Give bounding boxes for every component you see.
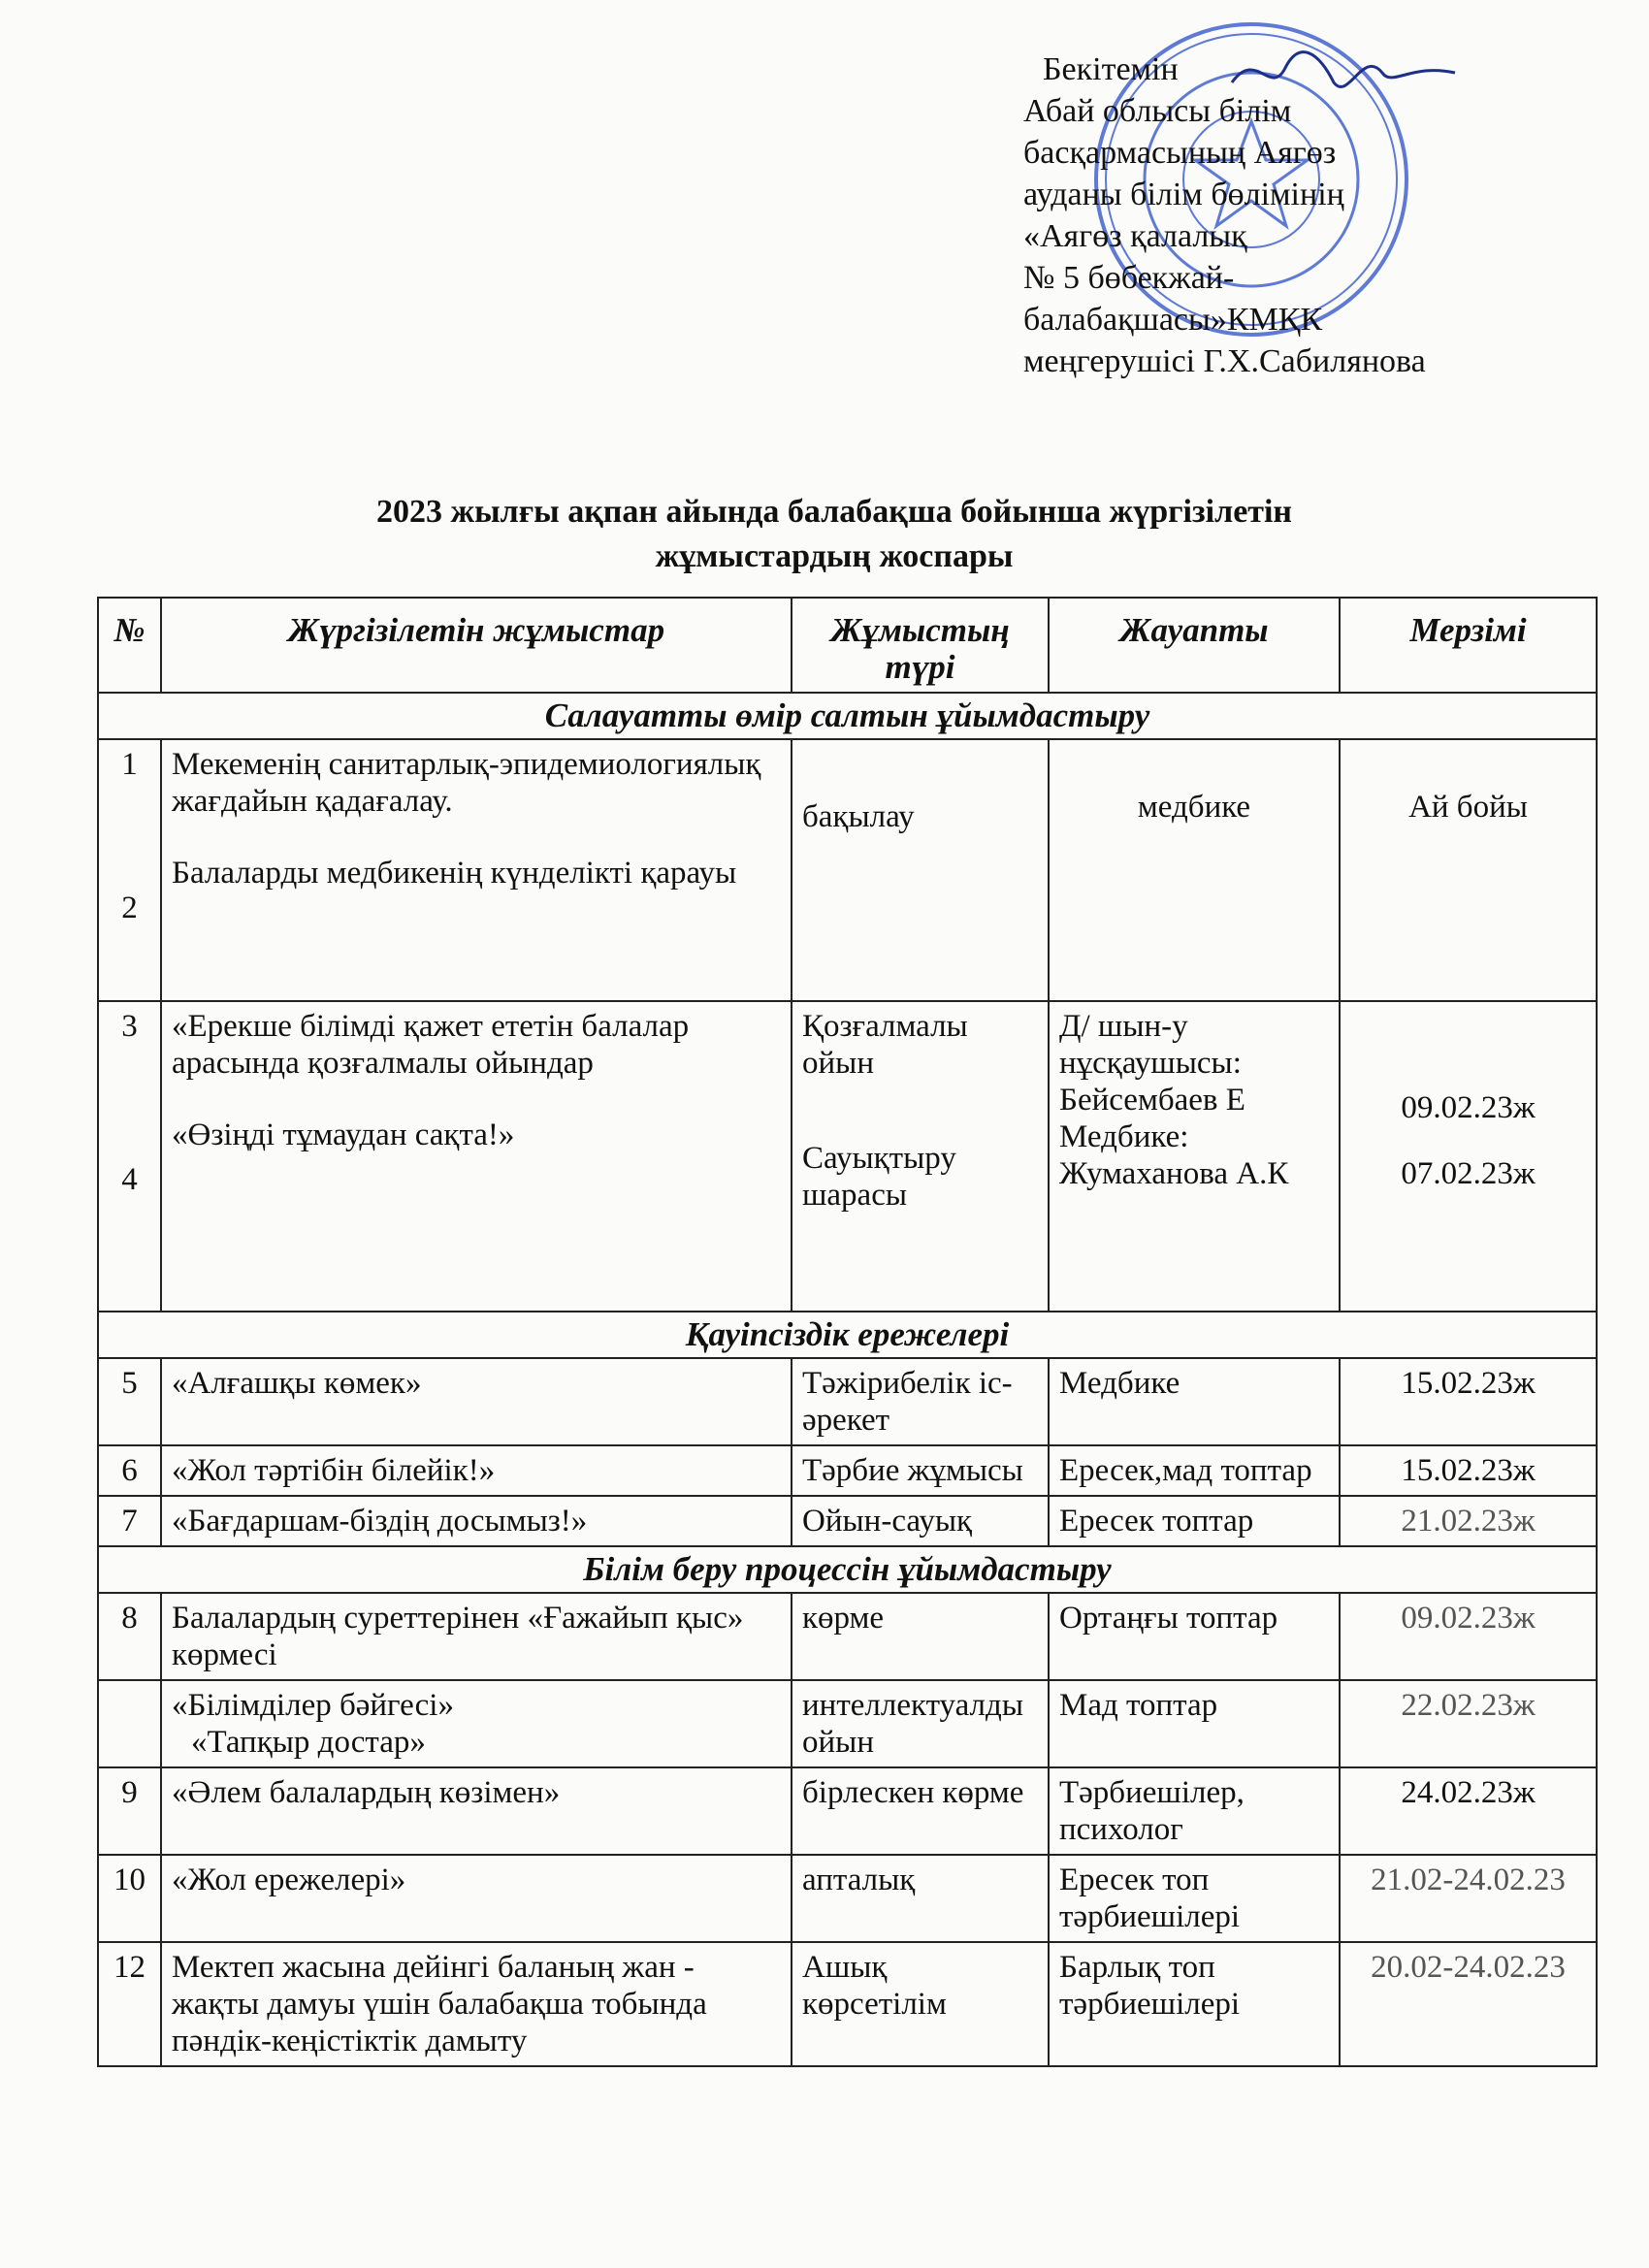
row-deadline: 22.02.23ж — [1340, 1680, 1597, 1767]
spacer — [1350, 1126, 1586, 1155]
row-deadline: 21.02-24.02.23 — [1340, 1855, 1597, 1942]
row-work — [161, 1680, 792, 1767]
responsible-text: Д/ шын-у нұсқаушысы: Бейсембаев Е — [1059, 1009, 1245, 1118]
table-row — [98, 739, 1597, 1001]
spacer — [109, 1045, 150, 1161]
row-num: 6 — [98, 1445, 161, 1496]
row-work: «Жол тәртібін білейік!» — [161, 1445, 792, 1496]
type-text-2: Сауықтыру шарасы — [802, 1141, 956, 1213]
section-education: Білім беру процессін ұйымдастыру — [98, 1546, 1597, 1593]
title-line-1: 2023 жылғы ақпан айында балабақша бойынша жүргізілетін — [375, 494, 1293, 530]
table-row — [98, 1358, 1597, 1445]
deadline-text: Ай бойы — [1408, 790, 1528, 825]
responsible-text: медбике — [1137, 790, 1251, 825]
row-type: Ашық көрсетілім — [792, 1942, 1049, 2066]
spacer — [109, 783, 150, 890]
row-work — [161, 1001, 792, 1312]
row-work: «Алғашқы көмек» — [161, 1358, 792, 1445]
row-num: 9 — [98, 1767, 161, 1855]
row-responsible: Медбике — [1049, 1358, 1340, 1445]
row-deadline — [1340, 1001, 1597, 1312]
row-num: 8 — [98, 1593, 161, 1680]
row-num: 12 — [98, 1942, 161, 2066]
type-text: бақылау — [802, 799, 915, 834]
row-work: Мектеп жасына дейінгі баланың жан - жақты дамуы үшін балабақша тобында пәндік-кеңістіктік дамыту — [161, 1942, 792, 2066]
approval-line: Абай облысы білім — [1023, 93, 1292, 129]
row-type: интеллектуалды ойын — [792, 1680, 1049, 1767]
deadline-text: 09.02.23ж — [1401, 1090, 1536, 1125]
row-work: «Әлем балалардың көзімен» — [161, 1767, 792, 1855]
header-deadline: Мерзімі — [1340, 598, 1597, 693]
row-deadline: 09.02.23ж — [1340, 1593, 1597, 1680]
work-text: Мекеменің санитарлық-эпидемиологиялық жағдайын қадағалау. — [172, 747, 761, 819]
table-row — [98, 1855, 1597, 1942]
row-responsible: Ересек топ тәрбиешілері — [1049, 1855, 1340, 1942]
section-safety: Қауіпсіздік ережелері — [98, 1312, 1597, 1358]
section-row — [98, 693, 1597, 739]
row-type: бірлескен көрме — [792, 1767, 1049, 1855]
num-4: 4 — [121, 1162, 138, 1197]
work-text-2: «Тапқыр достар» — [191, 1725, 426, 1760]
row-type: көрме — [792, 1593, 1049, 1680]
row-responsible: Ересек,мад топтар — [1049, 1445, 1340, 1496]
row-type — [792, 1001, 1049, 1312]
section-row — [98, 1546, 1597, 1593]
row-responsible: Мад топтар — [1049, 1680, 1340, 1767]
approval-line: басқармасының Аягөз — [1023, 135, 1337, 171]
row-type: Тәрбие жұмысы — [792, 1445, 1049, 1496]
responsible-text-2: Медбике: Жумаханова А.К — [1059, 1119, 1289, 1191]
row-deadline — [1340, 739, 1597, 1001]
header-responsible: Жауапты — [1049, 598, 1340, 693]
spacer — [172, 1082, 781, 1117]
num-3: 3 — [121, 1009, 138, 1044]
spacer — [172, 820, 781, 855]
approval-line: ауданы білім бөлімінің — [1023, 177, 1344, 212]
row-num: 5 — [98, 1358, 161, 1445]
row-work: «Бағдаршам-біздің досымыз!» — [161, 1496, 792, 1546]
row-num: 7 — [98, 1496, 161, 1546]
row-deadline: 24.02.23ж — [1340, 1767, 1597, 1855]
table-row — [98, 1680, 1597, 1767]
approval-line: № 5 бөбекжай- — [1023, 260, 1235, 296]
section-row — [98, 1312, 1597, 1358]
type-text: Қозғалмалы ойын — [802, 1009, 968, 1081]
row-responsible — [1049, 739, 1340, 1001]
row-responsible: Ортаңғы топтар — [1049, 1593, 1340, 1680]
approval-line: «Аягөз қалалық — [1023, 218, 1247, 254]
document-title — [97, 490, 1571, 579]
spacer — [802, 1082, 1038, 1140]
row-work — [161, 739, 792, 1001]
approval-line: балабақшасы»КМҚК — [1023, 302, 1323, 338]
row-work: «Жол ережелері» — [161, 1855, 792, 1942]
row-type — [792, 739, 1049, 1001]
deadline-text-2: 07.02.23ж — [1401, 1156, 1536, 1191]
row-deadline: 15.02.23ж — [1340, 1445, 1597, 1496]
table-row — [98, 1496, 1597, 1546]
header-work: Жүргізілетін жұмыстар — [161, 598, 792, 693]
row-responsible: Барлық топ тәрбиешілері — [1049, 1942, 1340, 2066]
table-header-row — [98, 598, 1597, 693]
row-deadline: 20.02-24.02.23 — [1340, 1942, 1597, 2066]
approval-line: Бекітемін — [1043, 51, 1179, 87]
row-responsible — [1049, 1001, 1340, 1312]
section-health: Салауатты өмір салтын ұйымдастыру — [98, 693, 1597, 739]
table-row — [98, 1593, 1597, 1680]
row-num: 10 — [98, 1855, 161, 1942]
table-row — [98, 1445, 1597, 1496]
row-type: Ойын-сауық — [792, 1496, 1049, 1546]
table-row — [98, 1942, 1597, 2066]
row-type: апталық — [792, 1855, 1049, 1942]
header-num: № — [98, 598, 161, 693]
header-type: Жұмыстың түрі — [792, 598, 1049, 693]
row-num — [98, 1001, 161, 1312]
num-1: 1 — [121, 747, 138, 782]
row-deadline: 15.02.23ж — [1340, 1358, 1597, 1445]
num-2: 2 — [121, 891, 138, 925]
row-deadline: 21.02.23ж — [1340, 1496, 1597, 1546]
work-text-2: Балаларды медбикенің күнделікті қарауы — [172, 856, 737, 891]
row-num — [98, 739, 161, 1001]
row-work: Балалардың суреттерінен «Ғажайып қыс» көрмесі — [161, 1593, 792, 1680]
table-row — [98, 1767, 1597, 1855]
row-num — [98, 1680, 161, 1767]
work-text-2: «Өзіңді тұмаудан сақта!» — [172, 1118, 515, 1152]
table-row — [98, 1001, 1597, 1312]
title-line-2: жұмыстардың жоспары — [655, 538, 1014, 574]
work-plan-table — [97, 597, 1598, 2067]
row-responsible: Тәрбиешілер, психолог — [1049, 1767, 1340, 1855]
row-responsible: Ересек топтар — [1049, 1496, 1340, 1546]
approval-block — [1023, 49, 1567, 382]
approval-line: меңгерушісі Г.Х.Сабилянова — [1023, 343, 1426, 379]
row-type: Тәжірибелік іс-әрекет — [792, 1358, 1049, 1445]
work-text: «Білімділер бәйгесі» — [172, 1688, 454, 1723]
work-text: «Ерекше білімді қажет ететін балалар арасында қозғалмалы ойындар — [172, 1009, 690, 1081]
